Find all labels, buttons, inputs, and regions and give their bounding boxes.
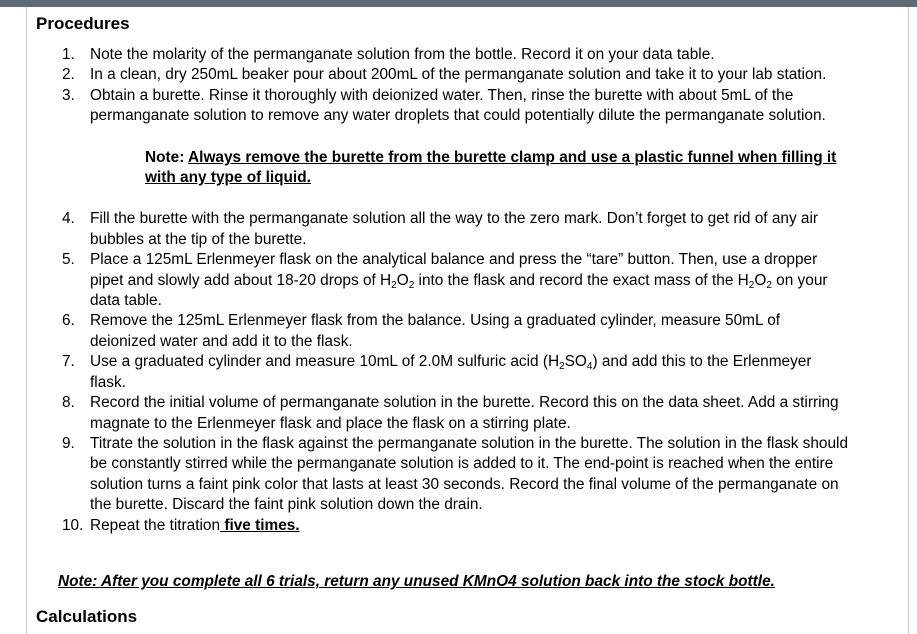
item-text: Obtain a burette. Rinse it thoroughly with deionized water. Then, rinse the burette with about 5mL of the permanganate solution to remove any water droplets that could potentially dilute the permanganate solution. xyxy=(90,86,826,125)
item-text: Record the initial volume of permanganate solution in the burette. Record this on the data sheet. Add a stirring magnate to the Erlenmeyer flask and place the flask on a stirring plate. xyxy=(90,394,839,432)
list-item xyxy=(0,45,850,65)
text-part: on your data table. xyxy=(90,271,828,310)
item-number: 6. xyxy=(62,312,75,330)
list-item xyxy=(0,393,850,434)
item-text xyxy=(90,251,828,309)
subscript: 2 xyxy=(559,361,565,373)
calculations-heading: Calculations xyxy=(36,607,138,626)
text-part: SO xyxy=(564,353,587,371)
item-number: 4. xyxy=(62,210,75,228)
note-label: Note xyxy=(145,148,180,166)
list-item xyxy=(0,250,850,311)
item-text xyxy=(90,353,811,390)
item-text: Fill the burette with the permanganate solution all the way to the zero mark. Don’t forget to get rid of any air bubbles at the tip of the burette. xyxy=(90,210,819,248)
item-text: Titrate the solution in the flask against the permanganate solution in the burette. The solution in the flask should be constantly stirred while the permanganate solution is added to it. The end-point is reached when the entire solution turns a faint pink color that lasts at least 30 seconds. Record the final volume of the permanganate on the burette. Discard the faint pink solution down the drain. xyxy=(90,434,849,514)
note-text: Always remove the burette from the burette clamp and use a plastic funnel when filling it with any type of liquid. xyxy=(145,148,837,187)
list-item xyxy=(0,311,850,352)
subscript: 2 xyxy=(748,279,755,291)
subscript: 2 xyxy=(408,279,415,291)
text-part: Place a 125mL Erlenmeyer flask on the analytical balance and press the “tare” button. Then, use a dropper pipet and slowly add about 18-20 drops of H xyxy=(90,251,818,289)
text-part: O xyxy=(396,271,409,289)
item-number: 10. xyxy=(62,516,84,534)
item-emphasis: five times. xyxy=(220,516,300,534)
subscript: 2 xyxy=(391,279,397,291)
list-item xyxy=(0,352,850,393)
note-colon: : xyxy=(179,148,189,166)
item-number: 5. xyxy=(62,251,75,269)
item-text: Note the molarity of the permanganate solution from the bottle. Record it on your data table. xyxy=(90,46,715,63)
item-text: Repeat the titration xyxy=(90,516,221,534)
list-item xyxy=(0,65,850,85)
text-part: into the flask and record the exact mass of the H xyxy=(414,271,749,289)
item-number: 2. xyxy=(62,66,75,84)
item-number: 9. xyxy=(62,434,75,452)
list-item xyxy=(0,209,850,250)
subscript: 2 xyxy=(766,279,772,291)
item-number: 7. xyxy=(62,353,75,371)
list-item xyxy=(0,86,850,127)
subscript: 4 xyxy=(586,361,593,373)
stock-bottle-note: Note: After you complete all 6 trials, return any unused KMnO4 solution back into the stock bottle. xyxy=(58,573,775,590)
procedures-heading: Procedures xyxy=(36,14,130,33)
item-number: 1. xyxy=(62,46,75,63)
text-part: ) and add this to the Erlenmeyer flask. xyxy=(90,353,812,391)
item-number: 8. xyxy=(62,394,75,412)
item-text: In a clean, dry 250mL beaker pour about 200mL of the permanganate solution and take it to your lab station. xyxy=(90,66,827,84)
top-border-bar xyxy=(0,0,917,7)
text-part: Use a graduated cylinder and measure 10mL of 2.0M sulfuric acid (H xyxy=(90,353,560,371)
safety-note xyxy=(145,148,845,189)
item-number: 3. xyxy=(62,86,75,104)
procedure-list xyxy=(0,45,917,536)
item-text: Remove the 125mL Erlenmeyer flask from the balance. Using a graduated cylinder, measure 50mL of deionized water and add it to the flask. xyxy=(90,312,781,350)
text-part: O xyxy=(754,271,767,289)
list-item xyxy=(0,434,850,516)
list-item xyxy=(0,516,850,536)
